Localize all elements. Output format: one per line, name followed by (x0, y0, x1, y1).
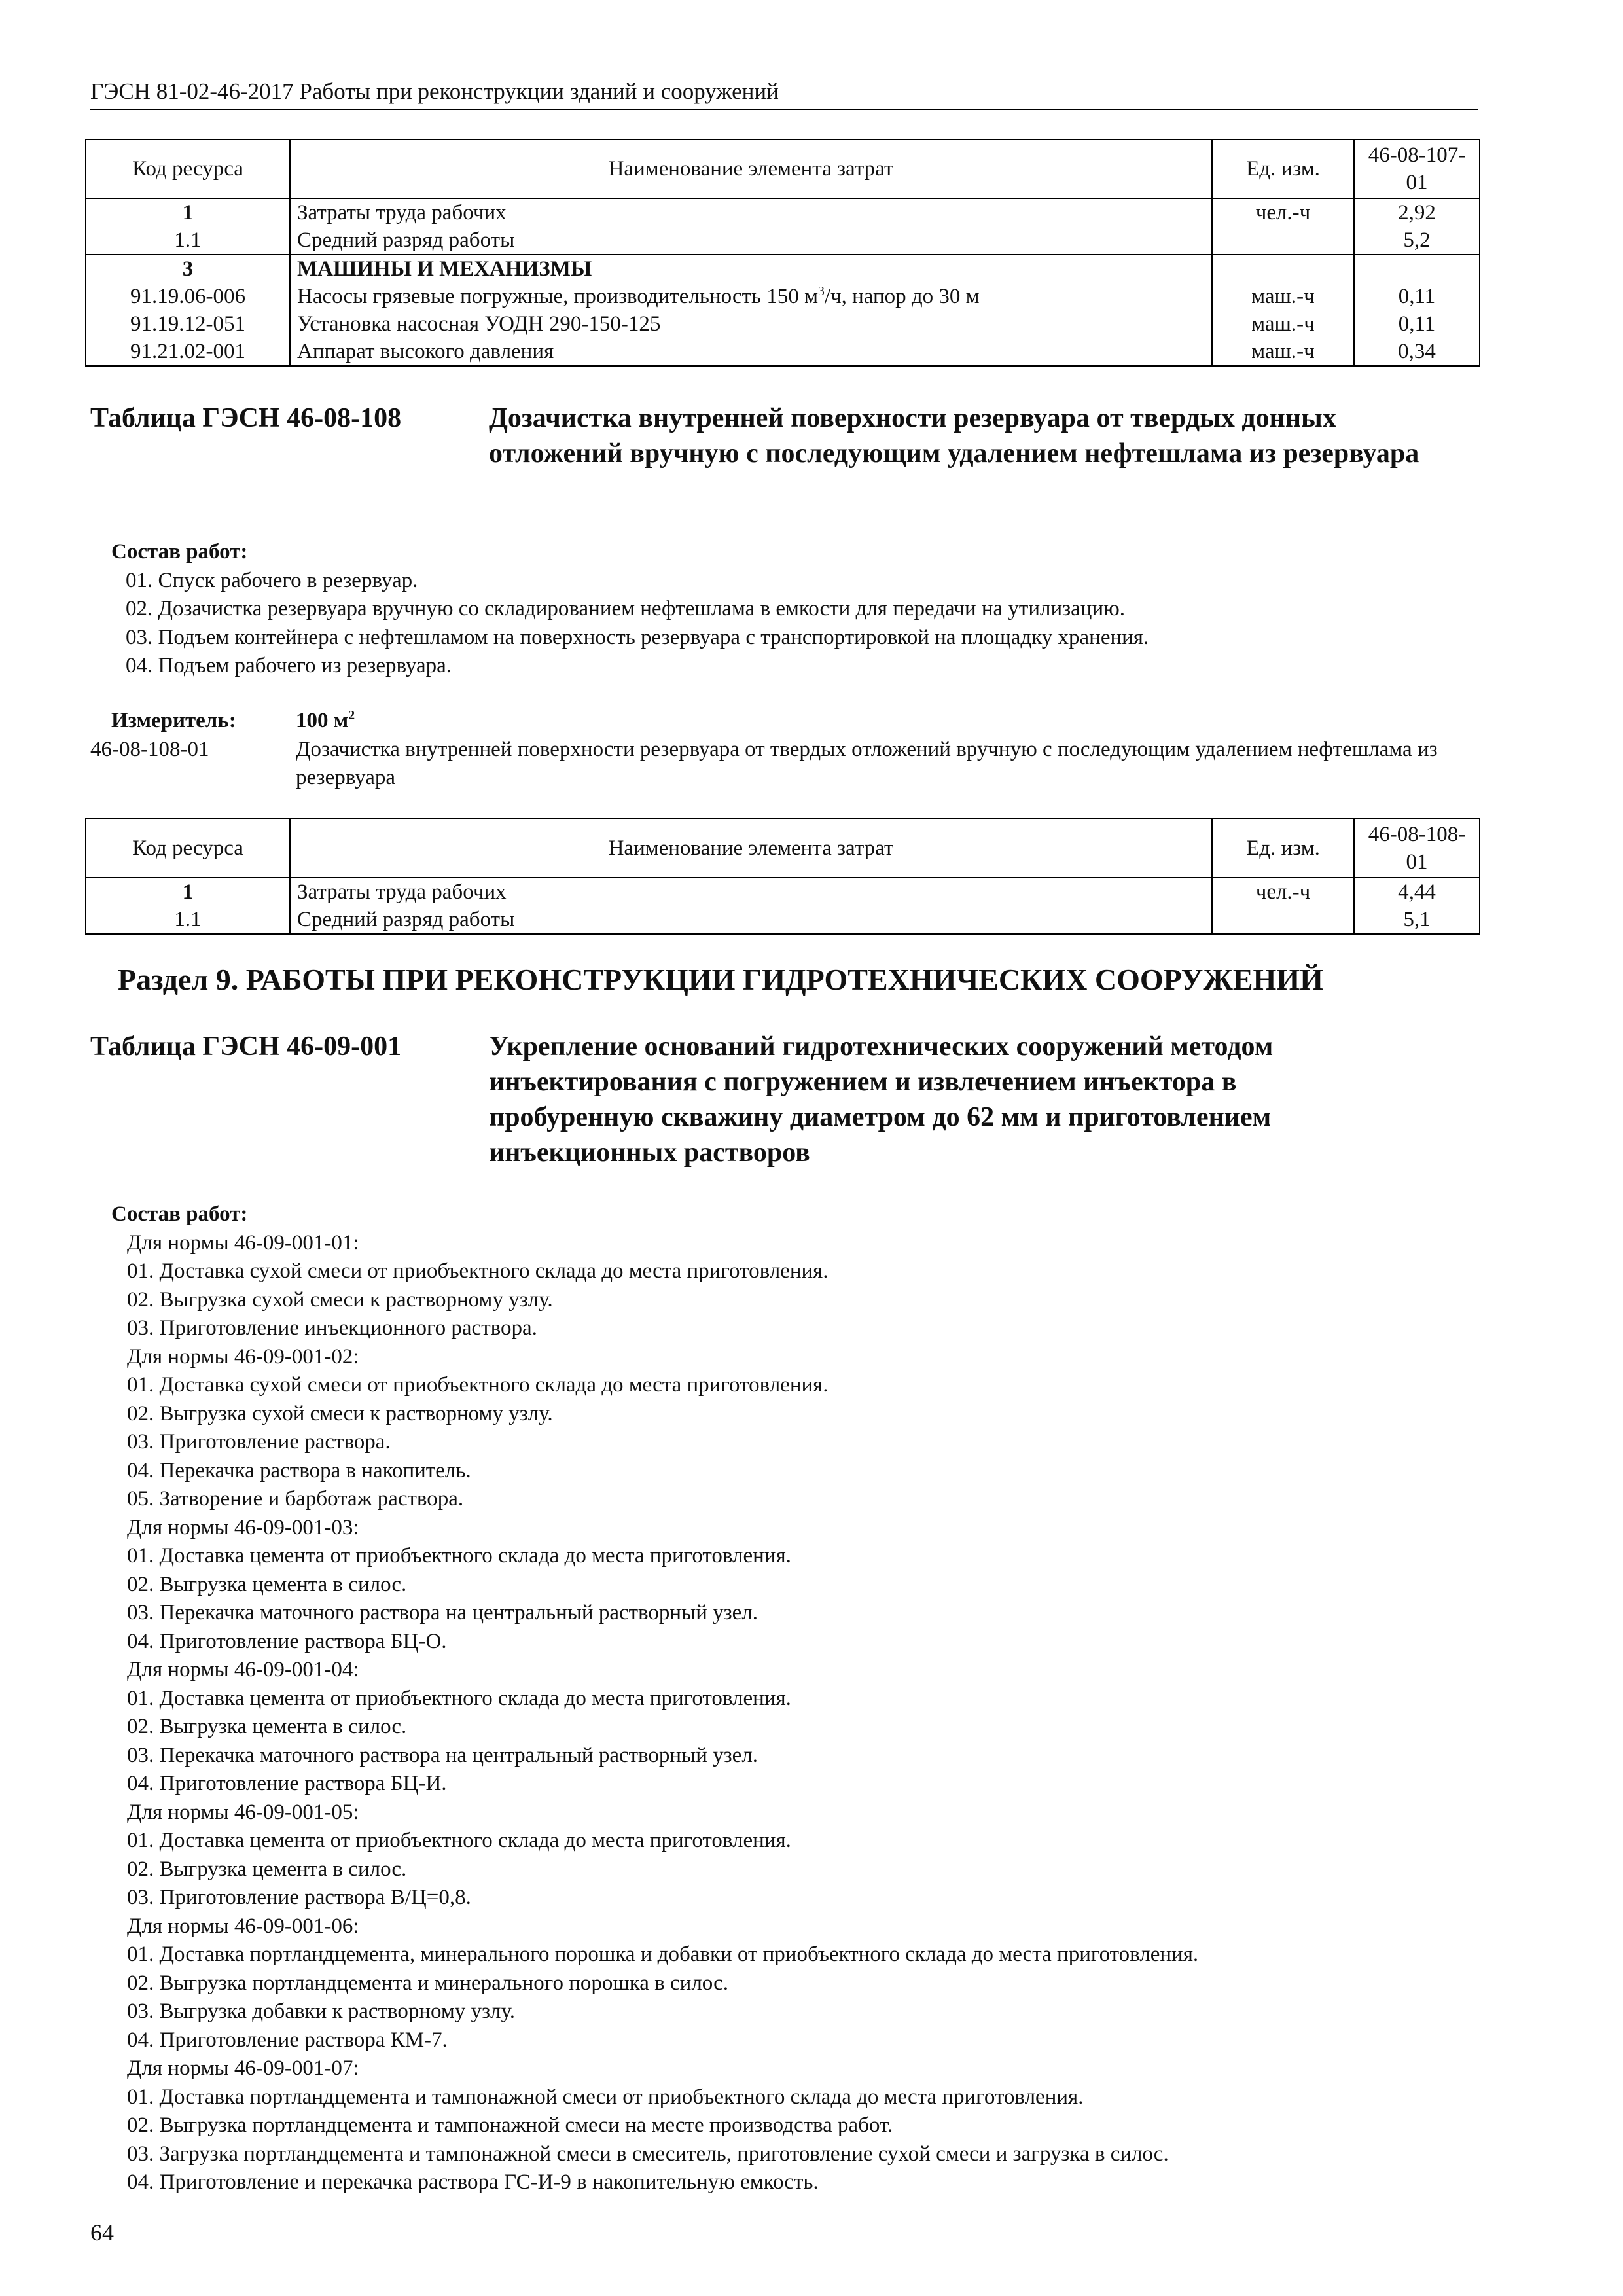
cell-name-tail: /ч, напор до 30 м (824, 285, 980, 308)
cell-name (290, 283, 1212, 310)
list-item: 03. Подъем контейнера с нефтешламом на поверхность резервуара с транспортировкой на площадку хранения. (126, 625, 1149, 649)
table-row (86, 198, 1480, 226)
list-item: 03. Приготовление раствора. (127, 1430, 391, 1454)
cell-value: 0,11 (1354, 310, 1480, 338)
list-item: Для нормы 46-09-001-07: (127, 2056, 359, 2080)
composition-list (111, 1229, 1472, 2197)
header-value: 46-08-107-01 (1354, 139, 1480, 198)
section-title: Раздел 9. РАБОТЫ ПРИ РЕКОНСТРУКЦИИ ГИДРОТЕХНИЧЕСКИХ СООРУЖЕНИЙ (118, 963, 1323, 996)
list-item: 04. Подъем рабочего из резервуара. (126, 654, 452, 677)
composition-heading: Состав работ: (111, 540, 248, 564)
norm-description: Дозачистка внутренней поверхности резервуара от твердых отложений вручную с последующим удалением нефтешлама из резервуара (296, 738, 1438, 789)
cell-code: 91.19.12-051 (86, 310, 290, 338)
list-item: 01. Доставка цемента от приобъектного склада до места приготовления. (127, 1544, 791, 1568)
list-item: 03. Приготовление раствора В/Ц=0,8. (127, 1886, 471, 1909)
cell-value: 0,11 (1354, 283, 1480, 310)
list-item: 01. Доставка сухой смеси от приобъектного склада до места приготовления. (127, 1259, 829, 1283)
list-item: 02. Выгрузка сухой смеси к растворному узлу. (127, 1287, 553, 1312)
cell-name: Установка насосная УОДН 290-150-125 (290, 310, 1212, 338)
list-item: Для нормы 46-09-001-02: (127, 1344, 359, 1369)
cell-value: 5,1 (1354, 906, 1480, 934)
list-item: 04. Приготовление и перекачка раствора ГС-И-9 в накопительную емкость. (127, 2170, 819, 2194)
list-item: 02. Выгрузка сухой смеси к растворному узлу. (127, 1401, 553, 1426)
composition-heading: Состав работ: (111, 1202, 248, 1226)
cell-value: 5,2 (1354, 226, 1480, 255)
header-name: Наименование элемента затрат (290, 139, 1212, 198)
cell-value: 4,44 (1354, 878, 1480, 906)
list-item: Для нормы 46-09-001-03: (127, 1515, 359, 1539)
list-item: 01. Доставка сухой смеси от приобъектного склада до места приготовления. (127, 1373, 829, 1397)
cell-unit (1212, 226, 1354, 255)
measure-value-text: 100 м (296, 709, 349, 732)
list-item: 05. Затворение и барботаж раствора. (127, 1487, 464, 1511)
list-item: 03. Загрузка портландцемента и тампонажной смеси в смеситель, приготовление сухой смеси и загрузка в силос. (127, 2142, 1169, 2166)
table-row (86, 310, 1480, 338)
list-item: 02. Выгрузка цемента в силос. (127, 1572, 407, 1596)
list-item: 03. Приготовление инъекционного раствора. (127, 1316, 537, 1340)
cell-code: 1.1 (86, 226, 290, 255)
cell-unit: чел.-ч (1212, 878, 1354, 906)
cell-name: Затраты труда рабочих (290, 198, 1212, 226)
cell-code: 91.21.02-001 (86, 338, 290, 366)
cell-code: 1 (86, 198, 290, 226)
cell-name: Средний разряд работы (290, 906, 1212, 934)
cell-unit: маш.-ч (1212, 310, 1354, 338)
cell-code: 1.1 (86, 906, 290, 934)
norm-code: 46-08-108-01 (90, 738, 209, 761)
table-09-001-composition (111, 1200, 1472, 2197)
cell-unit (1212, 255, 1354, 283)
table-09-001-label: Таблица ГЭСН 46-09-001 (90, 1031, 402, 1062)
table-row (86, 906, 1480, 934)
table-row (86, 878, 1480, 906)
list-item: Для нормы 46-09-001-05: (127, 1800, 359, 1824)
cell-value: 2,92 (1354, 198, 1480, 226)
header-name: Наименование элемента затрат (290, 819, 1212, 878)
cell-code: 91.19.06-006 (86, 283, 290, 310)
cell-name-text: Насосы грязевые погружные, производительность 150 м (297, 285, 818, 308)
page-number: 64 (90, 2219, 114, 2246)
list-item: 03. Перекачка маточного раствора на центральный растворный узел. (127, 1743, 758, 1767)
list-item: Для нормы 46-09-001-01: (127, 1230, 359, 1255)
cell-name: Средний разряд работы (290, 226, 1212, 255)
cell-name: Аппарат высокого давления (290, 338, 1212, 366)
header-unit: Ед. изм. (1212, 139, 1354, 198)
list-item: 01. Спуск рабочего в резервуар. (126, 568, 418, 592)
list-item: 02. Выгрузка портландцемента и минерального порошка в силос. (127, 1971, 729, 1995)
table-108-label: Таблица ГЭСН 46-08-108 (90, 403, 402, 433)
list-item: 01. Доставка цемента от приобъектного склада до места приготовления. (127, 1686, 791, 1710)
measure-value (296, 707, 355, 735)
header-code: Код ресурса (86, 139, 290, 198)
cell-code: 1 (86, 878, 290, 906)
list-item: 02. Выгрузка цемента в силос. (127, 1715, 407, 1738)
measure-label: Измеритель: (111, 709, 236, 732)
running-header: ГЭСН 81-02-46-2017 Работы при реконструкции зданий и сооружений (90, 77, 1478, 110)
list-item: 04. Приготовление раствора КМ-7. (127, 2028, 448, 2052)
table-108-composition (111, 538, 1472, 681)
cell-name: Затраты труда рабочих (290, 878, 1212, 906)
composition-list (111, 567, 1472, 681)
header-unit: Ед. изм. (1212, 819, 1354, 878)
resource-table-46-08-107 (85, 139, 1480, 367)
cell-code: 3 (86, 255, 290, 283)
resource-table-46-08-108 (85, 818, 1480, 935)
cell-name-sup: 3 (817, 284, 825, 298)
cell-unit (1212, 906, 1354, 934)
list-item: 03. Перекачка маточного раствора на центральный растворный узел. (127, 1601, 758, 1624)
table-row (86, 283, 1480, 310)
table-row (86, 255, 1480, 283)
list-item: 01. Доставка портландцемента и тампонажной смеси от приобъектного склада до места приготовления. (127, 2085, 1084, 2109)
cell-unit: маш.-ч (1212, 338, 1354, 366)
list-item: 02. Выгрузка портландцемента и тампонажной смеси на месте производства работ. (127, 2113, 893, 2137)
table-row (86, 338, 1480, 366)
list-item: Для нормы 46-09-001-04: (127, 1658, 359, 1681)
cell-value: 0,34 (1354, 338, 1480, 366)
list-item: 02. Дозачистка резервуара вручную со складированием нефтешлама в емкости для передачи на утилизацию. (126, 597, 1126, 620)
cell-unit: чел.-ч (1212, 198, 1354, 226)
cell-unit: маш.-ч (1212, 283, 1354, 310)
table-108-title: Дозачистка внутренней поверхности резервуара от твердых донных отложений вручную с последующим удалением нефтешлама из резервуара (489, 403, 1419, 469)
list-item: 03. Выгрузка добавки к растворному узлу. (127, 2000, 515, 2023)
table-row (86, 226, 1480, 255)
list-item: 04. Приготовление раствора БЦ-О. (127, 1629, 447, 1653)
list-item: Для нормы 46-09-001-06: (127, 1914, 359, 1938)
measure-value-sup: 2 (348, 708, 355, 723)
table-header-row (86, 139, 1480, 198)
table-09-001-title: Укрепление оснований гидротехнических сооружений методом инъектирования с погружением и извлечением инъектора в пробуренную скважину диаметром до 62 мм и приготовлением инъекционных растворов (489, 1031, 1274, 1168)
list-item: 04. Перекачка раствора в накопитель. (127, 1458, 471, 1482)
table-header-row (86, 819, 1480, 878)
header-code: Код ресурса (86, 819, 290, 878)
list-item: 01. Доставка цемента от приобъектного склада до места приготовления. (127, 1829, 791, 1852)
cell-value (1354, 255, 1480, 283)
cell-name: МАШИНЫ И МЕХАНИЗМЫ (290, 255, 1212, 283)
list-item: 01. Доставка портландцемента, минерального порошка и добавки от приобъектного склада до места приготовления. (127, 1943, 1199, 1966)
list-item: 04. Приготовление раствора БЦ-И. (127, 1772, 447, 1795)
list-item: 02. Выгрузка цемента в силос. (127, 1857, 407, 1881)
header-value: 46-08-108-01 (1354, 819, 1480, 878)
